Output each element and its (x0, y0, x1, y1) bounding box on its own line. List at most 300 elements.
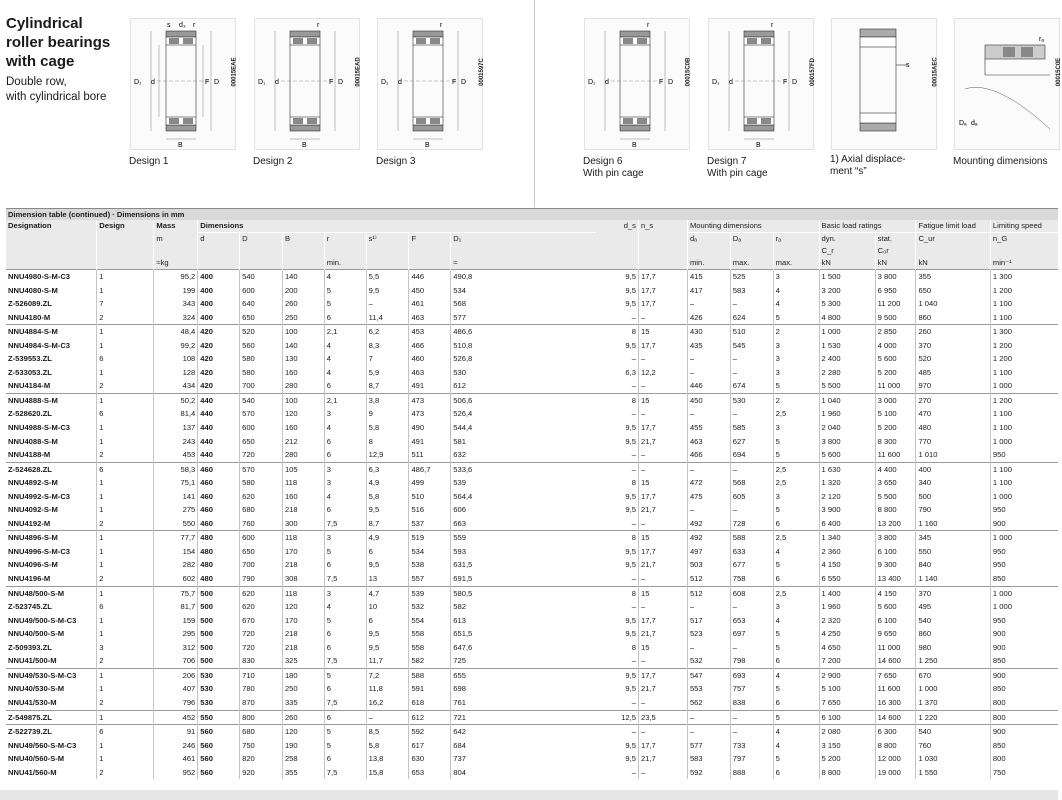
cell-ns: – (638, 407, 687, 421)
cell-s: 7 (366, 352, 409, 366)
cell-nG: 1 100 (990, 476, 1058, 490)
cell-Cur: 1 040 (916, 297, 990, 311)
header-Da-max: max. (730, 257, 773, 270)
cell-C0r: 12 000 (875, 752, 916, 766)
cell-s: 3,8 (366, 393, 409, 407)
title-line: with cage (6, 53, 75, 70)
cell-s: 5,5 (366, 270, 409, 284)
cell-Da: 585 (730, 421, 773, 435)
cell-nG: 850 (990, 654, 1058, 668)
header-designation: Designation (6, 220, 97, 233)
header-ns: n_s (638, 220, 687, 233)
cell-nG: 800 (990, 752, 1058, 766)
cell-Cur: 860 (916, 311, 990, 325)
cell-s: 7,2 (366, 668, 409, 682)
cell-F: 519 (409, 531, 451, 545)
table-row (6, 448, 1058, 462)
cell-r: 5 (324, 614, 366, 628)
cell-Da: – (730, 352, 773, 366)
mounting-dimensions-drawing (954, 18, 1060, 150)
cell-B: 218 (282, 641, 324, 655)
figure-code: 00015AEC (932, 57, 939, 87)
cell-da: 583 (687, 752, 730, 766)
cell-nG: 800 (990, 696, 1058, 710)
cell-Da: 728 (730, 517, 773, 531)
cell-Cur: 840 (916, 558, 990, 572)
cell-B: 120 (282, 725, 324, 739)
cell-design: 1 (97, 503, 154, 517)
table-row (6, 572, 1058, 586)
cell-C0r: 8 300 (875, 435, 916, 449)
cell-D1: 642 (451, 725, 596, 739)
cell-d: 400 (198, 297, 240, 311)
header-B: B (282, 233, 324, 246)
cell-ra: 3 (773, 600, 819, 614)
cell-ra: 5 (773, 641, 819, 655)
cell-Cr: 7 650 (819, 696, 875, 710)
cell-r: 3 (324, 476, 366, 490)
header-design: Design (97, 220, 154, 233)
cell-C0r: 9 500 (875, 311, 916, 325)
cell-ds: 8 (596, 586, 639, 600)
header-nG: n_G (990, 233, 1058, 246)
cell-d: 400 (198, 270, 240, 284)
cell-D: 710 (240, 668, 283, 682)
cell-D: 760 (240, 517, 283, 531)
cell-designation: NNU4096-S-M (8, 560, 58, 570)
cell-r: 3 (324, 531, 366, 545)
cell-mass: 434 (154, 379, 198, 393)
cell-Cr: 4 150 (819, 558, 875, 572)
cell-B: 218 (282, 627, 324, 641)
cell-D: 700 (240, 558, 283, 572)
subtitle-line: with cylindrical bore (6, 91, 107, 103)
table-row (6, 586, 1058, 600)
cell-B: 258 (282, 752, 324, 766)
cell-d: 440 (198, 407, 240, 421)
cell-Da: 510 (730, 325, 773, 339)
table-row (6, 517, 1058, 531)
table-row (6, 476, 1058, 490)
cell-nG: 900 (990, 627, 1058, 641)
cell-D: 580 (240, 366, 283, 380)
cell-Cr: 2 040 (819, 421, 875, 435)
cell-D1: 526,4 (451, 407, 596, 421)
header-kg: ≈kg (154, 257, 198, 270)
cell-B: 250 (282, 682, 324, 696)
figure-label: B (632, 142, 637, 149)
table-row (6, 325, 1058, 339)
cell-B: 140 (282, 270, 324, 284)
cell-D: 580 (240, 352, 283, 366)
cell-da: 553 (687, 682, 730, 696)
cell-design: 1 (97, 739, 154, 753)
cell-D: 870 (240, 696, 283, 710)
cell-ra: 6 (773, 654, 819, 668)
cell-s: 9,5 (366, 284, 409, 298)
cell-mass: 312 (154, 641, 198, 655)
cell-D1: 606 (451, 503, 596, 517)
cell-F: 463 (409, 366, 451, 380)
cell-r: 6 (324, 558, 366, 572)
cell-ns: – (638, 654, 687, 668)
page-footer-band (0, 790, 1058, 800)
cell-ds: – (631, 767, 636, 777)
cell-ra: 2,5 (773, 531, 819, 545)
cell-D1: 804 (451, 766, 596, 780)
cell-ns: 17,7 (638, 284, 687, 298)
axial-displacement-diagram (832, 19, 939, 149)
caption-line: Design 1 (129, 156, 169, 167)
cell-mass: 137 (154, 421, 198, 435)
cell-Da: 608 (730, 586, 773, 600)
cell-Da: 838 (730, 696, 773, 710)
cell-da: – (687, 641, 730, 655)
cell-designation: NNU4892-S-M (8, 478, 58, 488)
column-divider (534, 0, 535, 207)
cell-Cr: 2 280 (819, 366, 875, 380)
cell-r: 6 (324, 752, 366, 766)
figure-label: s (906, 62, 910, 69)
table-row (6, 393, 1058, 407)
cell-nG: 1 300 (990, 325, 1058, 339)
cell-D1: 593 (451, 545, 596, 559)
header-ra-max: max. (773, 257, 819, 270)
cell-F: 537 (409, 517, 451, 531)
cell-C0r: 7 650 (875, 668, 916, 682)
cell-nG: 1 300 (990, 270, 1058, 284)
mounting-dimensions-caption (953, 156, 1048, 168)
cell-D: 600 (240, 531, 283, 545)
table-row (6, 297, 1058, 311)
cell-B: 212 (282, 435, 324, 449)
cell-B: 300 (282, 517, 324, 531)
cell-s: – (366, 297, 409, 311)
cell-s: 13,8 (366, 752, 409, 766)
table-row (6, 614, 1058, 628)
cell-D1: 721 (451, 710, 596, 725)
cell-F: 511 (409, 448, 451, 462)
cell-nG: 1 200 (990, 339, 1058, 353)
cell-D: 570 (240, 462, 283, 476)
cell-D1: 534 (451, 284, 596, 298)
cell-Cur: 260 (916, 325, 990, 339)
cell-Cr: 6 100 (819, 710, 875, 725)
cell-Cr: 3 900 (819, 503, 875, 517)
figure-label: D (668, 79, 674, 86)
design-2-drawing (254, 18, 360, 150)
cell-s: 9,5 (366, 503, 409, 517)
cell-mass: 275 (154, 503, 198, 517)
cell-Cur: 500 (916, 490, 990, 504)
cell-d: 500 (198, 641, 240, 655)
cell-s: 6 (366, 545, 409, 559)
table-row (6, 545, 1058, 559)
cell-D: 600 (240, 284, 283, 298)
cell-Cur: 480 (916, 421, 990, 435)
figure-code: 0001597C (479, 58, 486, 86)
cell-da: 450 (687, 393, 730, 407)
caption-line: Design 7 (707, 156, 747, 167)
cell-nG: 900 (990, 517, 1058, 531)
cell-design: 1 (97, 545, 154, 559)
cell-ns: 21,7 (638, 752, 687, 766)
cell-ns: – (638, 379, 687, 393)
cell-D1: 506,6 (451, 393, 596, 407)
cell-s: 6,3 (366, 462, 409, 476)
cell-s: 5,8 (366, 421, 409, 435)
cell-da: 463 (687, 435, 730, 449)
cell-ns: 23,5 (638, 710, 687, 725)
cell-ds: 9,5 (625, 754, 636, 764)
cell-designation: NNU4884-S-M (6, 325, 97, 339)
cell-nG: 1 000 (990, 379, 1058, 393)
cell-B: 105 (282, 462, 324, 476)
cell-mass: 95,2 (154, 270, 198, 284)
axial-displacement-drawing (831, 18, 937, 150)
cell-da: 466 (687, 448, 730, 462)
cell-C0r: 4 150 (875, 586, 916, 600)
cell-nG: 900 (990, 668, 1058, 682)
cell-nG: 900 (990, 641, 1058, 655)
cell-r: 6 (324, 448, 366, 462)
cell-F: 453 (409, 325, 451, 339)
cell-da: – (687, 710, 730, 725)
cell-F: 538 (409, 558, 451, 572)
header-s: s¹⁾ (366, 233, 409, 246)
cell-designation: NNU4192-M (8, 518, 51, 528)
cell-ra: 3 (773, 270, 819, 284)
table-row (6, 407, 1058, 421)
cell-designation: Z-523745.ZL (8, 602, 52, 612)
cell-F: 463 (409, 311, 451, 325)
cell-Da: 545 (730, 339, 773, 353)
cell-ds: 9,5 (625, 629, 636, 639)
cell-D: 680 (240, 503, 283, 517)
cell-Cur: 1 160 (916, 517, 990, 531)
cell-nG: 1 000 (990, 586, 1058, 600)
table-header-row (6, 245, 1058, 257)
cell-da: – (687, 366, 730, 380)
cell-d: 480 (198, 531, 240, 545)
cell-r: 6 (324, 503, 366, 517)
cell-Cr: 8 800 (819, 766, 875, 780)
cell-D1: 632 (451, 448, 596, 462)
cell-F: 532 (409, 600, 451, 614)
cell-r: 7,5 (324, 654, 366, 668)
cell-F: 466 (409, 339, 451, 353)
table-row (6, 682, 1058, 696)
cell-ds: – (631, 312, 636, 322)
cell-d: 420 (198, 352, 240, 366)
cell-r: 4 (324, 339, 366, 353)
table-row (6, 503, 1058, 517)
cell-d: 480 (198, 572, 240, 586)
cell-r: 6 (324, 641, 366, 655)
cell-ds: 9,5 (625, 299, 636, 309)
table-row (6, 710, 1058, 725)
cell-d: 460 (198, 476, 240, 490)
cell-C0r: 5 100 (875, 407, 916, 421)
mounting-diagram (955, 19, 1059, 149)
cell-Da: – (730, 503, 773, 517)
cell-C0r: 5 200 (875, 421, 916, 435)
cell-F: 516 (409, 503, 451, 517)
cell-B: 160 (282, 421, 324, 435)
cell-designation: NNU4996-S-M-C3 (8, 546, 71, 556)
cell-ra: 4 (773, 614, 819, 628)
figure-label: B (756, 142, 761, 149)
header-D1: D₁ (451, 233, 596, 246)
cell-designation: Z-524628.ZL (6, 462, 97, 476)
cell-ns: 17,7 (638, 614, 687, 628)
table-row (6, 352, 1058, 366)
cell-D1: 655 (451, 668, 596, 682)
cell-B: 280 (282, 448, 324, 462)
cell-d: 480 (198, 558, 240, 572)
cell-D1: 691,5 (451, 572, 596, 586)
cell-ra: 3 (773, 421, 819, 435)
cell-B: 260 (282, 297, 324, 311)
cell-nG: 750 (990, 766, 1058, 780)
cell-C0r: 13 200 (875, 517, 916, 531)
cell-ra: 6 (773, 517, 819, 531)
cell-s: 13 (366, 572, 409, 586)
cell-ns: – (638, 448, 687, 462)
figure-label: D₁ (134, 79, 142, 86)
cell-design: 6 (97, 462, 154, 476)
cell-nG: 1 000 (990, 531, 1058, 545)
figure-label: D₁ (258, 79, 266, 86)
header-mounting: Mounting dimensions (687, 220, 819, 233)
cell-D1: 698 (451, 682, 596, 696)
cell-ds: – (596, 725, 639, 739)
table-header-row (6, 220, 1058, 233)
cell-design: 1 (97, 339, 154, 353)
cell-C0r: 5 600 (875, 600, 916, 614)
cell-C0r: 4 000 (875, 339, 916, 353)
figure-label: d (605, 79, 609, 86)
cell-d: 460 (198, 503, 240, 517)
cell-D1: 577 (451, 311, 596, 325)
cell-r: 5 (324, 725, 366, 739)
cell-ns: 17,7 (638, 297, 687, 311)
cell-D1: 651,5 (451, 627, 596, 641)
cell-B: 355 (282, 766, 324, 780)
cell-mass: 81,4 (154, 407, 198, 421)
cell-ra: 5 (773, 558, 819, 572)
cell-ra: 6 (773, 696, 819, 710)
cell-designation: NNU4984-S-M-C3 (8, 340, 71, 350)
cell-ds: 6,3 (625, 367, 636, 377)
header-dyn: dyn. (819, 233, 875, 246)
cell-mass: 550 (154, 517, 198, 531)
cell-C0r: 5 600 (875, 352, 916, 366)
figure-code: 000157FD (809, 57, 816, 87)
header-kN-dyn: kN (819, 257, 875, 270)
cell-da: 503 (687, 558, 730, 572)
table-row (6, 270, 1058, 284)
cell-D1: 539 (451, 476, 596, 490)
cell-B: 160 (282, 366, 324, 380)
cell-B: 308 (282, 572, 324, 586)
cell-mass: 58,3 (154, 462, 198, 476)
cell-Cr: 3 800 (819, 435, 875, 449)
cell-s: 15,8 (366, 766, 409, 780)
header-mass: Mass (154, 220, 198, 233)
cell-Cr: 2 080 (819, 725, 875, 739)
cell-nG: 1 200 (990, 352, 1058, 366)
cell-ds: 9,5 (625, 546, 636, 556)
cell-ds: 9,5 (625, 436, 636, 446)
cell-designation: Z-526089.ZL (8, 299, 52, 309)
design-3-caption (376, 156, 415, 168)
cell-C0r: 5 200 (875, 366, 916, 380)
cell-B: 120 (282, 407, 324, 421)
cell-F: 450 (409, 284, 451, 298)
figure-label: B (302, 142, 307, 149)
figure-label: F (659, 79, 664, 86)
table-row (6, 531, 1058, 545)
figure-label: d (151, 79, 155, 86)
cell-designation: NNU4980-S-M-C3 (6, 270, 97, 284)
header-r-min: min. (324, 257, 366, 270)
cell-nG: 1 100 (990, 366, 1058, 380)
cell-design: 1 (97, 682, 154, 696)
cell-designation: NNU40/560-S-M (8, 754, 65, 764)
cell-F: 491 (409, 379, 451, 393)
figure-label: B (178, 142, 183, 149)
cell-Cur: 1 220 (916, 710, 990, 725)
cell-C0r: 3 800 (875, 531, 916, 545)
cell-da: 492 (687, 517, 730, 531)
figure-label: d₃ (179, 22, 186, 29)
cell-da: 512 (687, 572, 730, 586)
cell-C0r: 14 600 (875, 654, 916, 668)
dimension-table (6, 208, 1058, 779)
cell-Cur: 540 (916, 725, 990, 739)
cell-Cur: 1 250 (916, 654, 990, 668)
cell-designation: NNU41/560-M (8, 767, 57, 777)
cell-Cur: 340 (916, 476, 990, 490)
cell-F: 592 (409, 725, 451, 739)
cell-designation: NNU40/500-S-M (8, 629, 65, 639)
cell-s: 9,5 (366, 641, 409, 655)
design-1-caption (129, 156, 168, 168)
cell-ra: 2,5 (773, 462, 819, 476)
cell-Cur: 540 (916, 614, 990, 628)
cell-s: – (366, 710, 409, 725)
cell-da: 512 (687, 586, 730, 600)
cell-designation: NNU4188-M (8, 450, 51, 460)
cell-ds: 9,5 (596, 270, 639, 284)
cell-ds: 9,5 (625, 505, 636, 515)
cell-ds: – (631, 518, 636, 528)
cell-r: 6 (324, 682, 366, 696)
cell-mass: 461 (154, 752, 198, 766)
cell-Cur: 520 (916, 352, 990, 366)
cell-design: 1 (97, 393, 154, 407)
cell-d: 500 (198, 627, 240, 641)
table-row (6, 668, 1058, 682)
cell-D: 600 (240, 421, 283, 435)
cell-mass: 75,1 (154, 476, 198, 490)
table-row (6, 366, 1058, 380)
cell-F: 473 (409, 407, 451, 421)
cell-da: 426 (687, 311, 730, 325)
cell-Cr: 1 320 (819, 476, 875, 490)
cell-Cr: 1 500 (819, 270, 875, 284)
